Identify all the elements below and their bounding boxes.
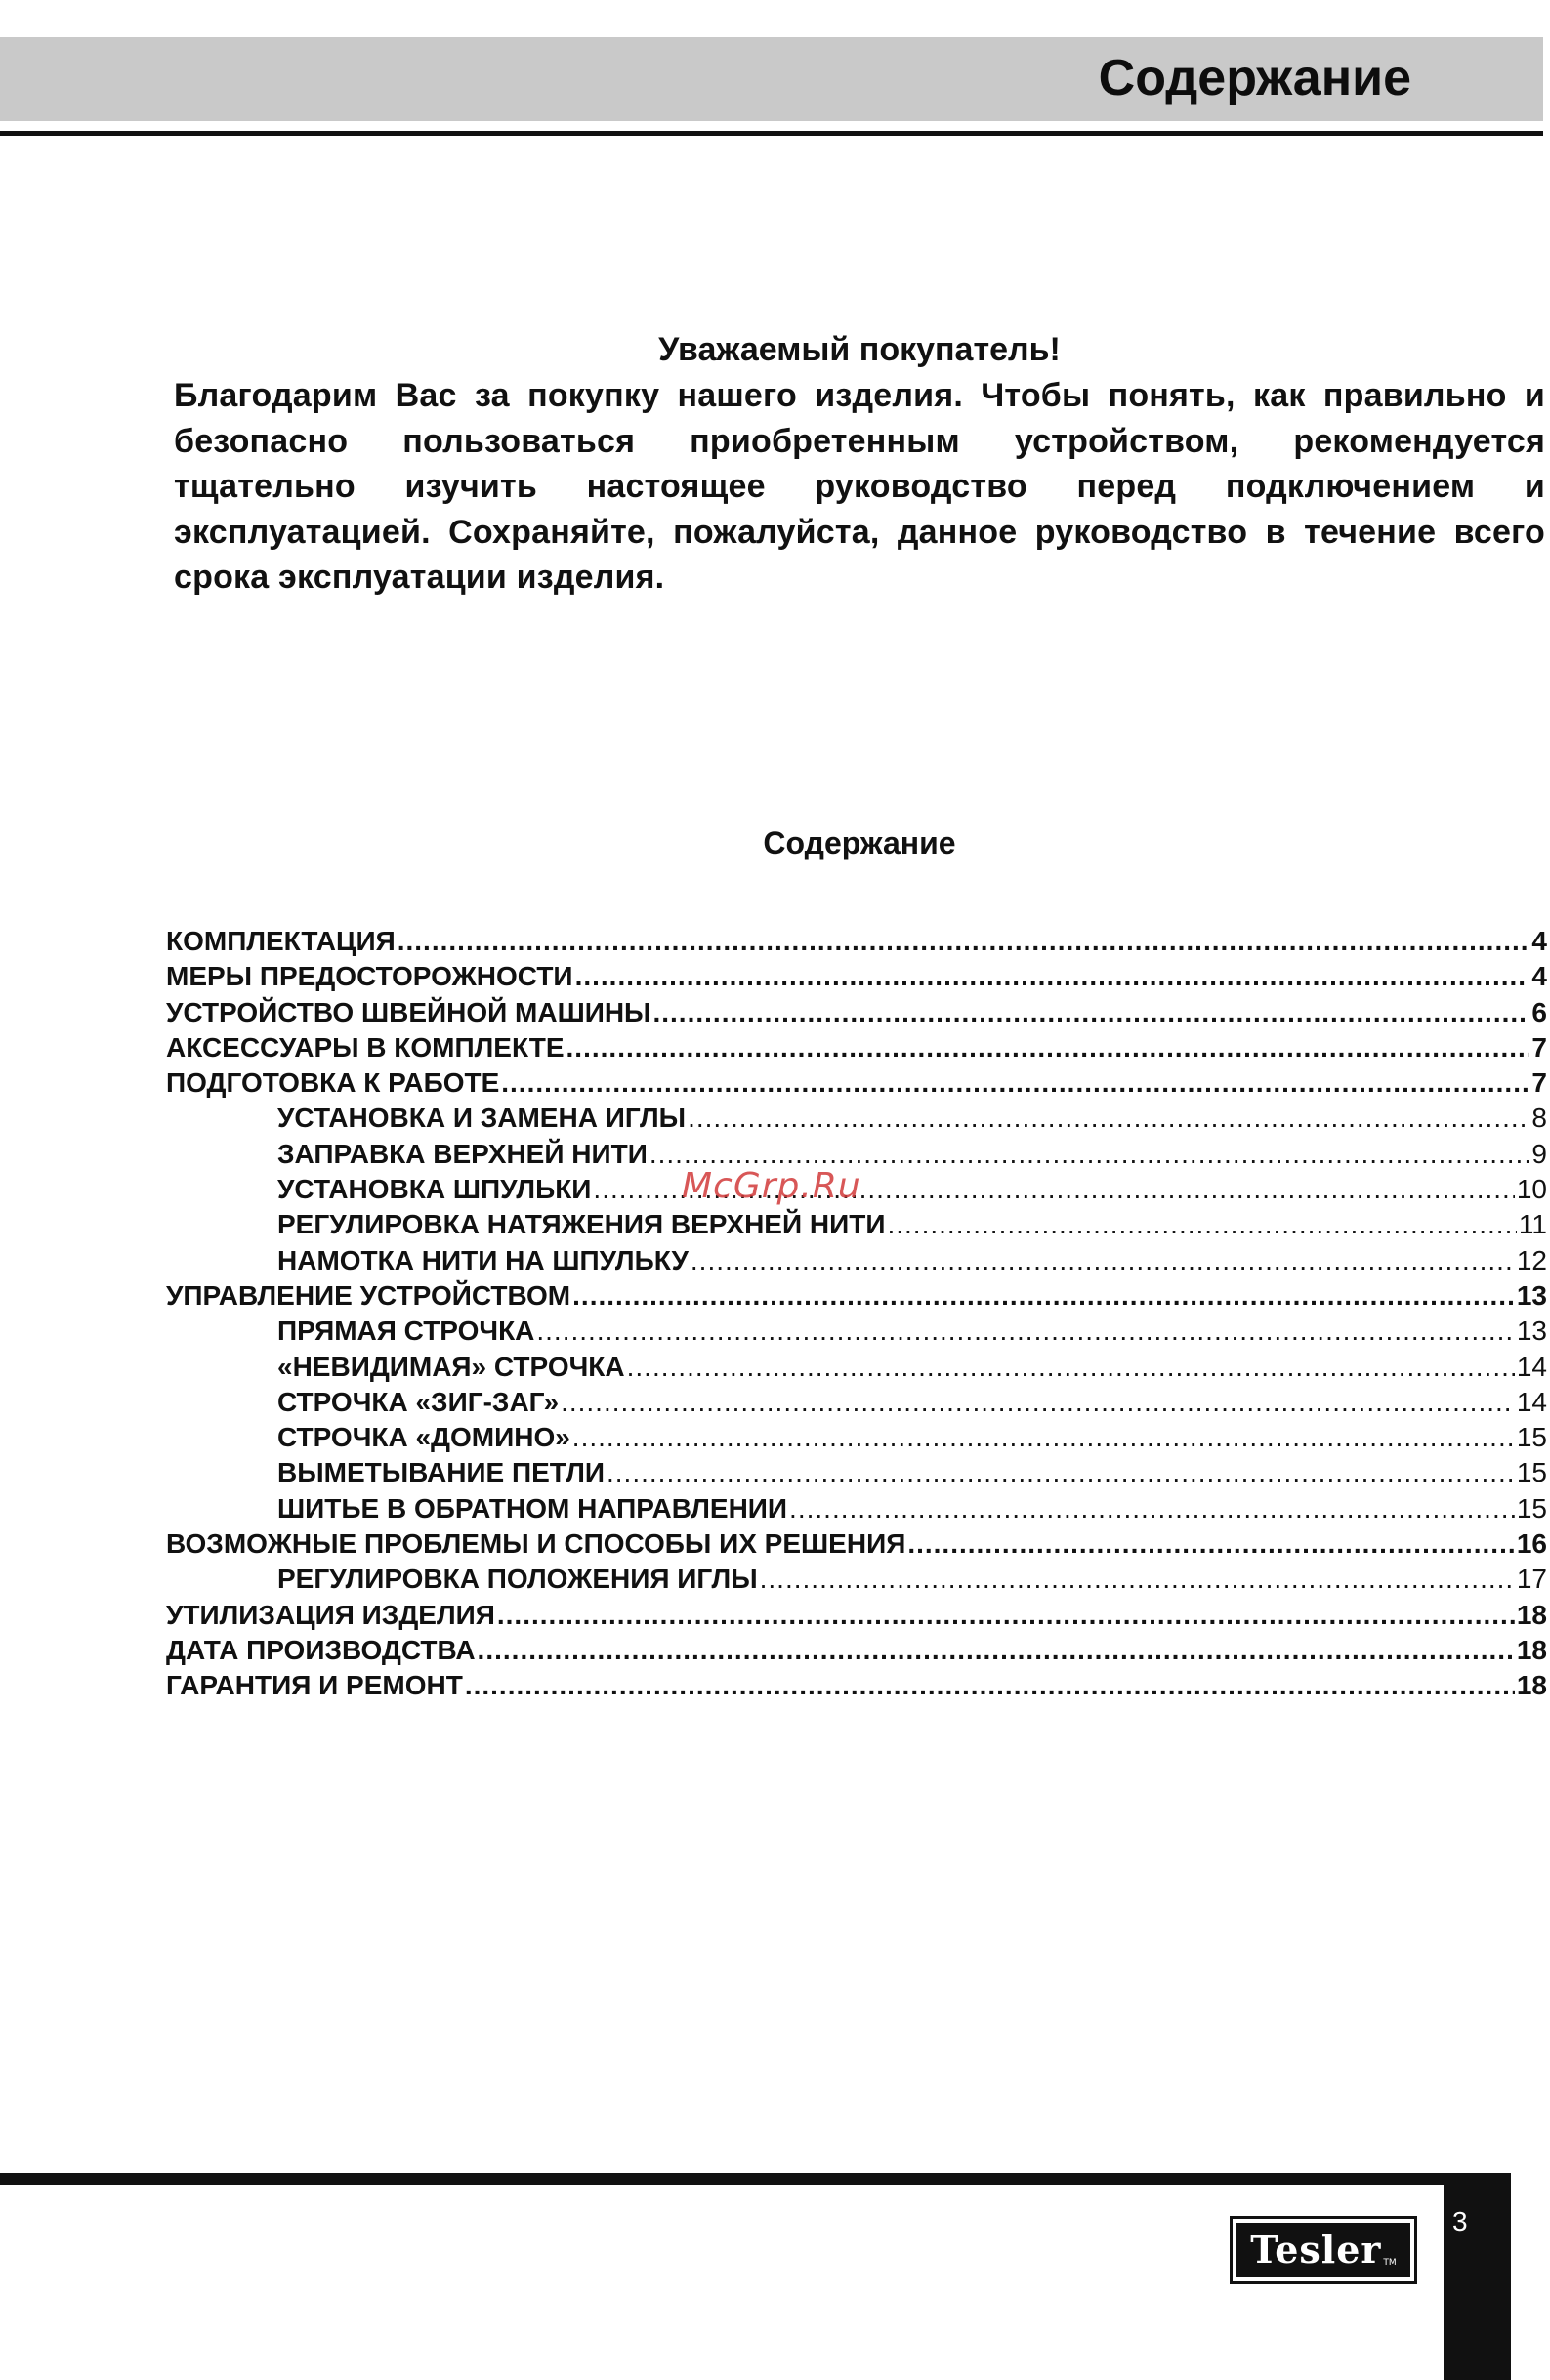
toc-entry-label: УСТАНОВКА И ЗАМЕНА ИГЛЫ — [277, 1103, 687, 1134]
footer-divider — [0, 2173, 1511, 2185]
toc-entry-page: 15 — [1516, 1492, 1547, 1524]
toc-entry-label: ПРЯМАЯ СТРОЧКА — [277, 1315, 535, 1347]
toc-entry — [166, 1314, 1547, 1349]
toc-entry-page: 13 — [1516, 1279, 1547, 1311]
toc-entry-page: 17 — [1516, 1564, 1547, 1595]
toc-entry — [166, 924, 1547, 959]
toc-entry-page: 7 — [1531, 1067, 1547, 1099]
toc-entry-label: МЕРЫ ПРЕДОСТОРОЖНОСТИ — [166, 961, 573, 992]
toc-entry-label: ВОЗМОЖНЫЕ ПРОБЛЕМЫ И СПОСОБЫ ИХ РЕШЕНИЯ — [166, 1528, 906, 1560]
toc-dot-leader — [501, 1065, 1529, 1101]
toc-entry-page: 18 — [1516, 1634, 1547, 1665]
toc-dot-leader — [575, 959, 1530, 994]
logo-trademark: TM — [1383, 2258, 1397, 2268]
logo-wordmark: Tesler — [1250, 2228, 1382, 2272]
toc-entry-page: 4 — [1531, 961, 1547, 992]
toc-entry-page: 14 — [1516, 1386, 1547, 1417]
toc-dot-leader — [789, 1491, 1515, 1526]
toc-dot-leader — [478, 1633, 1515, 1668]
toc-entry-label: ПОДГОТОВКА К РАБОТЕ — [166, 1067, 500, 1099]
toc-entry-label: УСТАНОВКА ШПУЛЬКИ — [277, 1174, 592, 1205]
toc-entry-page: 7 — [1531, 1031, 1547, 1063]
toc-entry-page: 10 — [1516, 1174, 1547, 1205]
brand-logo — [1233, 2219, 1414, 2281]
toc-entry-label: ДАТА ПРОИЗВОДСТВА — [166, 1634, 476, 1665]
toc-dot-leader — [688, 1101, 1529, 1136]
toc-entry — [166, 1633, 1547, 1668]
toc-entry-page: 12 — [1516, 1244, 1547, 1275]
toc-entry-label: РЕГУЛИРОВКА НАТЯЖЕНИЯ ВЕРХНЕЙ НИТИ — [277, 1209, 886, 1240]
toc-entry — [166, 1278, 1547, 1314]
toc-entry-page: 15 — [1516, 1422, 1547, 1453]
toc-entry — [166, 1065, 1547, 1101]
toc-entry-label: УСТРОЙСТВО ШВЕЙНОЙ МАШИНЫ — [166, 996, 651, 1027]
toc-entry — [166, 1207, 1547, 1242]
toc-entry — [166, 1243, 1547, 1278]
toc-entry — [166, 1562, 1547, 1597]
toc-entry — [166, 1420, 1547, 1455]
toc-entry-page: 16 — [1516, 1528, 1547, 1560]
toc-dot-leader — [465, 1668, 1515, 1703]
watermark: McGrp.Ru — [682, 1166, 861, 1206]
toc-entry — [166, 1668, 1547, 1703]
toc-entry-page: 15 — [1516, 1457, 1547, 1488]
toc-entry-page: 9 — [1531, 1138, 1547, 1169]
toc-entry-label: ЗАПРАВКА ВЕРХНЕЙ НИТИ — [277, 1138, 648, 1169]
toc-dot-leader — [607, 1455, 1515, 1490]
toc-dot-leader — [561, 1385, 1515, 1420]
toc-entry-label: СТРОЧКА «ЗИГ-ЗАГ» — [277, 1386, 560, 1417]
toc-entry-label: КОМПЛЕКТАЦИЯ — [166, 926, 396, 956]
toc-dot-leader — [652, 995, 1529, 1030]
toc-entry — [166, 995, 1547, 1030]
toc-entry-page: 18 — [1516, 1670, 1547, 1701]
toc-entry-label: ВЫМЕТЫВАНИЕ ПЕТЛИ — [277, 1457, 605, 1488]
toc-dot-leader — [566, 1030, 1530, 1065]
greeting-heading: Уважаемый покупатель! — [658, 331, 1061, 368]
toc-entry-page: 14 — [1516, 1351, 1547, 1382]
toc-entry — [166, 1030, 1547, 1065]
toc-entry-page: 13 — [1516, 1315, 1547, 1347]
toc-entry-label: АКСЕССУАРЫ В КОМПЛЕКТЕ — [166, 1031, 565, 1063]
toc-dot-leader — [907, 1526, 1515, 1562]
toc-entry — [166, 1455, 1547, 1490]
toc-entry — [166, 1350, 1547, 1385]
page-number: 3 — [1452, 2206, 1468, 2236]
toc-dot-leader — [398, 924, 1530, 959]
toc-entry — [166, 1101, 1547, 1136]
toc-dot-leader — [572, 1420, 1515, 1455]
toc-entry-label: НАМОТКА НИТИ НА ШПУЛЬКУ — [277, 1244, 689, 1275]
toc-entry-label: «НЕВИДИМАЯ» СТРОЧКА — [277, 1351, 625, 1382]
toc-entry-label: УТИЛИЗАЦИЯ ИЗДЕЛИЯ — [166, 1599, 495, 1630]
toc-dot-leader — [760, 1562, 1515, 1597]
toc-dot-leader — [627, 1350, 1515, 1385]
toc-entry — [166, 1491, 1547, 1526]
toc-title: Содержание — [763, 825, 956, 860]
toc-entry-label: СТРОЧКА «ДОМИНО» — [277, 1422, 570, 1453]
toc-entry-page: 11 — [1518, 1209, 1547, 1240]
toc-entry — [166, 959, 1547, 994]
toc-entry-label: ШИТЬЕ В ОБРАТНОМ НАПРАВЛЕНИИ — [277, 1492, 788, 1524]
toc-entry-label: ГАРАНТИЯ И РЕМОНТ — [166, 1670, 463, 1701]
table-of-contents — [166, 924, 1547, 1704]
toc-entry-page: 18 — [1516, 1599, 1547, 1630]
toc-entry — [166, 1598, 1547, 1633]
toc-dot-leader — [691, 1243, 1515, 1278]
toc-dot-leader — [887, 1207, 1516, 1242]
toc-entry-label: РЕГУЛИРОВКА ПОЛОЖЕНИЯ ИГЛЫ — [277, 1564, 758, 1595]
toc-entry-page: 6 — [1531, 996, 1547, 1027]
toc-entry — [166, 1526, 1547, 1562]
intro-paragraph: Благодарим Вас за покупку нашего изделия. Чтобы понять, как правильно и безопасно пользоваться приобретенным устройством, рекомендуется тщательно изучить настоящее руководство перед подключением и эксплуатацией. Сохраняйте, пожалуйста, данное руководство в течение всего срока эксплуатации изделия. — [174, 377, 1545, 596]
footer-page-tab — [1444, 2173, 1511, 2380]
toc-entry-page: 8 — [1531, 1103, 1547, 1134]
header-divider — [0, 131, 1543, 136]
toc-dot-leader — [497, 1598, 1515, 1633]
toc-dot-leader — [536, 1314, 1514, 1349]
toc-entry-page: 4 — [1531, 926, 1547, 956]
toc-entry-label: УПРАВЛЕНИЕ УСТРОЙСТВОМ — [166, 1279, 571, 1311]
toc-entry — [166, 1385, 1547, 1420]
page-title: Содержание — [1098, 50, 1411, 106]
toc-dot-leader — [572, 1278, 1515, 1314]
